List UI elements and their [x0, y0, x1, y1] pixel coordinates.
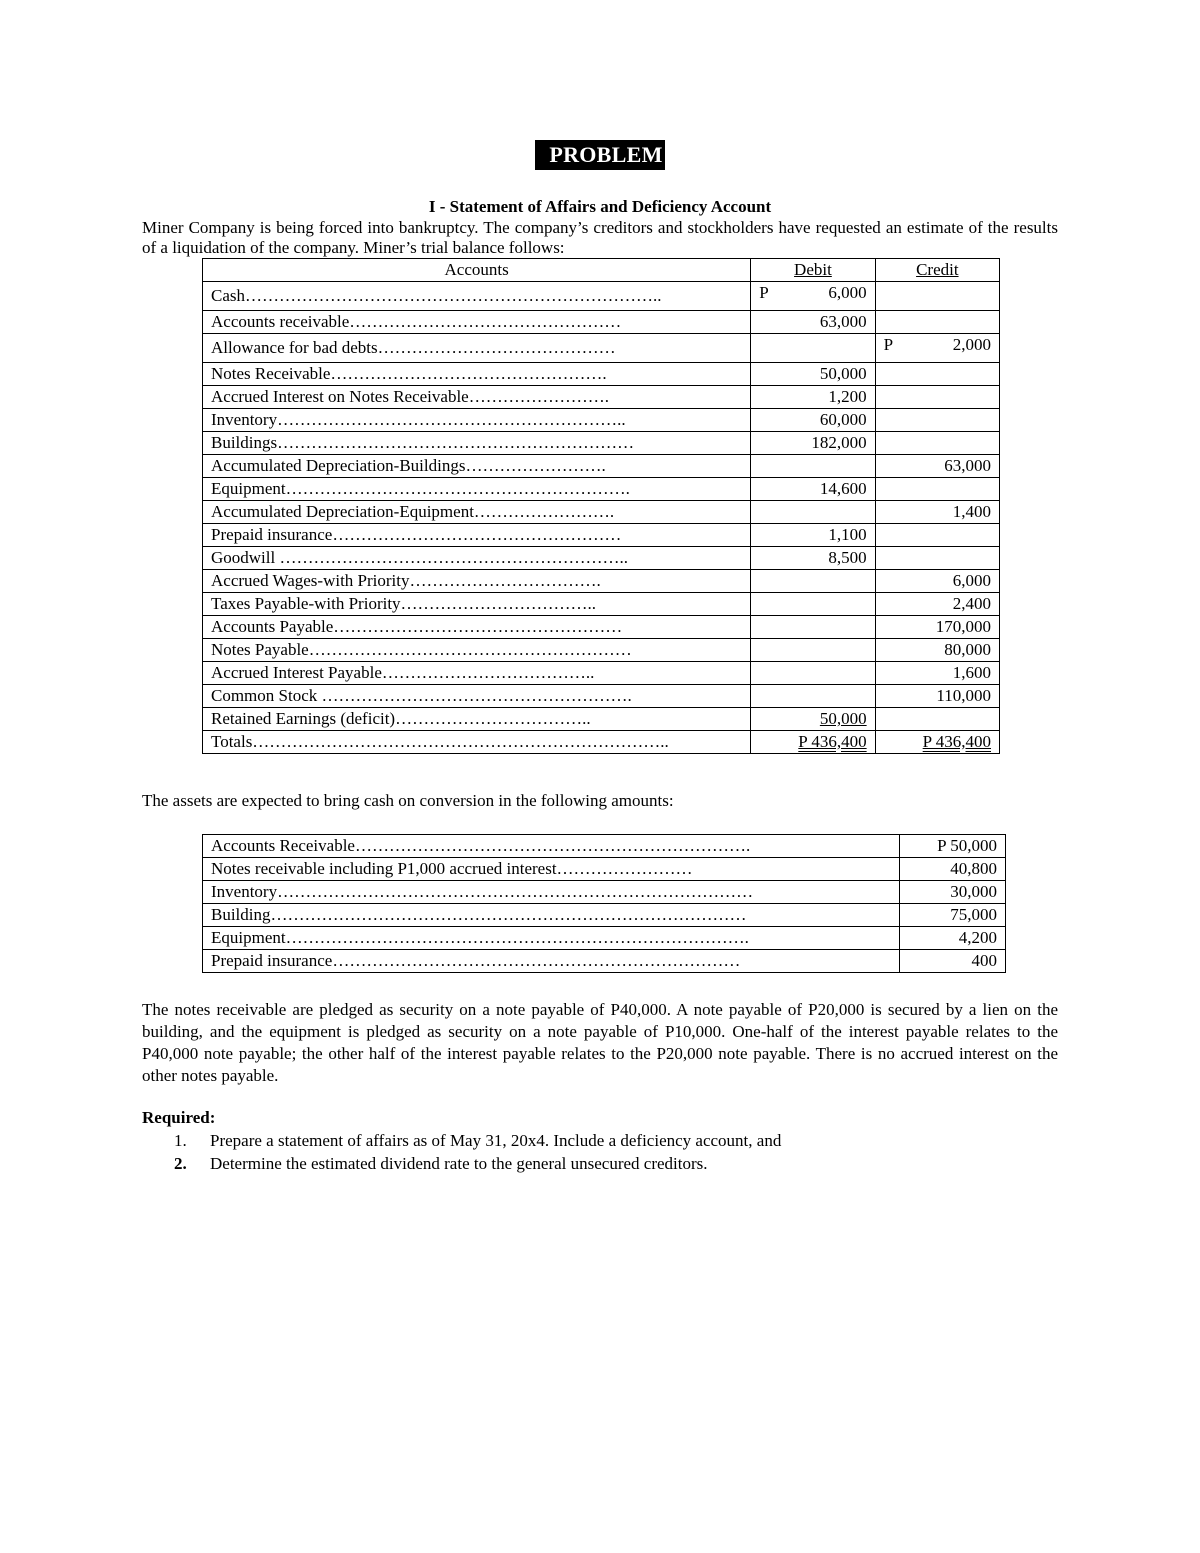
trial-balance-row — [203, 311, 1000, 334]
trial-balance-row — [203, 363, 1000, 386]
debit-cell — [751, 639, 875, 662]
account-name: Inventory…………………………………………………….. — [203, 409, 751, 432]
account-name: Goodwill …………………………………………………….. — [203, 547, 751, 570]
credit-cell — [875, 478, 999, 501]
accounts-header: Accounts — [203, 259, 751, 282]
account-name: Retained Earnings (deficit)…………………………….. — [203, 708, 751, 731]
account-name: Taxes Payable-with Priority…………………………….. — [203, 593, 751, 616]
required-item-text: Prepare a statement of affairs as of May 31, 20x4. Include a deficiency account, and — [210, 1131, 782, 1150]
asset-name: Notes receivable including P1,000 accrued interest…………………… — [203, 858, 900, 881]
trial-balance-row — [203, 639, 1000, 662]
credit-cell — [875, 386, 999, 409]
section-heading: I - Statement of Affairs and Deficiency Account — [428, 197, 772, 216]
credit-amount: 110,000 — [936, 686, 991, 705]
debit-cell — [751, 524, 875, 547]
trial-balance-row — [203, 409, 1000, 432]
trial-balance-row — [203, 386, 1000, 409]
credit-amount: 63,000 — [944, 456, 991, 475]
account-name: Accrued Interest on Notes Receivable……………………. — [203, 386, 751, 409]
required-item-text: Determine the estimated dividend rate to the general unsecured creditors. — [210, 1154, 708, 1173]
account-name: Buildings……………………………………………………… — [203, 432, 751, 455]
credit-cell — [875, 708, 999, 731]
asset-amount: 40,800 — [900, 858, 1006, 881]
debit-cell — [751, 455, 875, 478]
debit-cell — [751, 432, 875, 455]
credit-cell — [875, 731, 999, 754]
asset-name: Prepaid insurance……………………………………………………………… — [203, 950, 900, 973]
asset-name: Inventory………………………………………………………………………… — [203, 881, 900, 904]
account-name: Allowance for bad debts…………………………………… — [203, 334, 751, 363]
debit-cell — [751, 363, 875, 386]
asset-values-table — [202, 834, 1006, 973]
debit-amount: 1,200 — [828, 387, 867, 406]
currency-prefix: P — [759, 283, 769, 302]
debit-amount: 50,000 — [819, 709, 867, 728]
asset-amount: 30,000 — [900, 881, 1006, 904]
credit-cell — [875, 639, 999, 662]
trial-balance-row — [203, 524, 1000, 547]
credit-amount: 6,000 — [952, 571, 991, 590]
asset-value-row — [203, 858, 1006, 881]
required-list — [142, 1129, 1058, 1175]
account-name: Accrued Interest Payable……………………………….. — [203, 662, 751, 685]
asset-value-row — [203, 881, 1006, 904]
debit-amount: 63,000 — [819, 312, 867, 331]
debit-cell — [751, 731, 875, 754]
account-name: Common Stock ………………………………………………. — [203, 685, 751, 708]
debit-cell — [751, 334, 875, 363]
trial-balance-row — [203, 501, 1000, 524]
asset-amount: 400 — [900, 950, 1006, 973]
trial-balance-row — [203, 282, 1000, 311]
assets-intro: The assets are expected to bring cash on conversion in the following amounts: — [142, 791, 674, 810]
debit-cell — [751, 501, 875, 524]
credit-cell — [875, 409, 999, 432]
credit-cell — [875, 334, 999, 363]
debit-cell — [751, 478, 875, 501]
credit-cell — [875, 501, 999, 524]
trial-balance-table — [202, 258, 1000, 754]
debit-total: P 436,400 — [798, 732, 867, 751]
asset-amount: 4,200 — [900, 927, 1006, 950]
trial-balance-row — [203, 334, 1000, 363]
credit-cell — [875, 570, 999, 593]
debit-cell — [751, 593, 875, 616]
debit-cell — [751, 570, 875, 593]
debit-header: Debit — [751, 259, 875, 282]
totals-row — [203, 731, 1000, 754]
intro-paragraph: Miner Company is being forced into bankruptcy. The company’s creditors and stockholders have requested an estimate of the results of a liquidation of the company. Miner’s trial balance follows: — [142, 218, 1058, 257]
required-item-number: 1. — [174, 1131, 187, 1150]
account-name: Equipment……………………………………………………. — [203, 478, 751, 501]
account-name: Cash……………………………………………………………….. — [203, 282, 751, 311]
account-name: Accounts receivable………………………………………… — [203, 311, 751, 334]
trial-balance-row — [203, 685, 1000, 708]
debit-cell — [751, 409, 875, 432]
trial-balance-row — [203, 593, 1000, 616]
credit-cell — [875, 363, 999, 386]
credit-amount: 170,000 — [935, 617, 991, 636]
credit-amount: 2,000 — [952, 335, 991, 354]
trial-balance-row — [203, 616, 1000, 639]
asset-value-row — [203, 927, 1006, 950]
debit-amount: 6,000 — [828, 283, 867, 302]
trial-balance-row — [203, 662, 1000, 685]
required-label: Required: — [142, 1108, 216, 1127]
debit-cell — [751, 662, 875, 685]
document-page — [142, 140, 1058, 1175]
credit-cell — [875, 662, 999, 685]
trial-balance-header-row — [203, 259, 1000, 282]
credit-total: P 436,400 — [922, 732, 991, 751]
debit-cell — [751, 282, 875, 311]
asset-value-row — [203, 835, 1006, 858]
debit-cell — [751, 685, 875, 708]
totals-label: Totals……………………………………………………………….. — [203, 731, 751, 754]
debit-amount: 60,000 — [819, 410, 867, 429]
asset-value-row — [203, 904, 1006, 927]
problem-banner: PROBLEM — [535, 140, 664, 170]
asset-amount: P 50,000 — [900, 835, 1006, 858]
account-name: Accumulated Depreciation-Equipment……………………. — [203, 501, 751, 524]
credit-cell — [875, 547, 999, 570]
trial-balance-row — [203, 547, 1000, 570]
debit-amount: 1,100 — [828, 525, 867, 544]
account-name: Prepaid insurance…………………………………………… — [203, 524, 751, 547]
asset-value-row — [203, 950, 1006, 973]
debit-amount: 14,600 — [819, 479, 867, 498]
credit-amount: 1,400 — [952, 502, 991, 521]
credit-amount: 2,400 — [952, 594, 991, 613]
required-item-number: 2. — [174, 1154, 187, 1173]
debit-amount: 50,000 — [819, 364, 867, 383]
currency-prefix: P — [883, 335, 894, 354]
trial-balance-row — [203, 570, 1000, 593]
account-name: Accounts Payable…………………………………………… — [203, 616, 751, 639]
debit-amount: 182,000 — [811, 433, 867, 452]
asset-name: Equipment………………………………………………………………………. — [203, 927, 900, 950]
debit-cell — [751, 386, 875, 409]
account-name: Notes Payable………………………………………………… — [203, 639, 751, 662]
trial-balance-row — [203, 478, 1000, 501]
credit-cell — [875, 432, 999, 455]
asset-name: Building………………………………………………………………………… — [203, 904, 900, 927]
credit-cell — [875, 311, 999, 334]
asset-amount: 75,000 — [900, 904, 1006, 927]
trial-balance-row — [203, 455, 1000, 478]
asset-name: Accounts Receivable……………………………………………………………. — [203, 835, 900, 858]
debit-cell — [751, 708, 875, 731]
trial-balance-row — [203, 708, 1000, 731]
credit-amount: 1,600 — [952, 663, 991, 682]
debit-cell — [751, 311, 875, 334]
account-name: Accumulated Depreciation-Buildings……………………. — [203, 455, 751, 478]
credit-cell — [875, 685, 999, 708]
required-item — [142, 1152, 1058, 1175]
credit-cell — [875, 524, 999, 547]
debit-cell — [751, 547, 875, 570]
credit-cell — [875, 455, 999, 478]
debit-amount: 8,500 — [828, 548, 867, 567]
notes-paragraph: The notes receivable are pledged as security on a note payable of P40,000. A note payable of P20,000 is secured by a lien on the building, and the equipment is pledged as security on a note payable of P10,000. One-half of the interest payable relates to the P40,000 note payable; the other half of the interest payable relates to the P20,000 note payable. There is no accrued interest on the other notes payable. — [142, 1000, 1058, 1085]
credit-cell — [875, 282, 999, 311]
credit-cell — [875, 593, 999, 616]
credit-cell — [875, 616, 999, 639]
credit-header: Credit — [875, 259, 999, 282]
required-item — [142, 1129, 1058, 1152]
account-name: Notes Receivable…………………………………………. — [203, 363, 751, 386]
credit-amount: 80,000 — [944, 640, 991, 659]
debit-cell — [751, 616, 875, 639]
trial-balance-row — [203, 432, 1000, 455]
account-name: Accrued Wages-with Priority……………………………. — [203, 570, 751, 593]
